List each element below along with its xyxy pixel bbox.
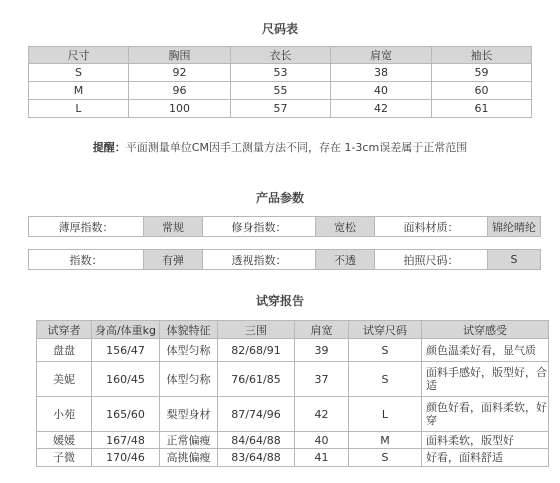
- cell: 美妮: [37, 362, 92, 397]
- cell: M: [349, 432, 422, 449]
- param-label: 薄厚指数：: [29, 217, 144, 237]
- cell: 梨型身材: [160, 397, 218, 432]
- cell: 170/46: [92, 449, 160, 467]
- cell: 84/64/88: [218, 432, 295, 449]
- param-value: 常规: [144, 217, 203, 237]
- header-feedback: 试穿感受: [422, 321, 549, 339]
- cell: 39: [295, 339, 349, 362]
- cell: 53: [231, 64, 331, 82]
- cell: S: [29, 64, 129, 82]
- cell: L: [29, 100, 129, 118]
- table-row: [37, 432, 549, 449]
- param-value: S: [488, 250, 541, 270]
- size-chart-title: 尺码表: [261, 22, 298, 36]
- cell: 165/60: [92, 397, 160, 432]
- cell: M: [29, 82, 129, 100]
- cell: 42: [331, 100, 432, 118]
- table-row: [29, 217, 541, 237]
- header-trial-size: 试穿尺码: [349, 321, 422, 339]
- params-row-2: [28, 249, 541, 270]
- cell: 61: [432, 100, 532, 118]
- param-label: 面料材质：: [375, 217, 488, 237]
- header-length: 衣长: [231, 47, 331, 64]
- feedback-cell: 好看，面料舒适: [422, 449, 549, 467]
- header-body-type: 体貌特征: [160, 321, 218, 339]
- header-tester: 试穿者: [37, 321, 92, 339]
- cell: 156/47: [92, 339, 160, 362]
- cell: 92: [129, 64, 231, 82]
- table-row: [37, 339, 549, 362]
- param-value: 锦纶晴纶: [488, 217, 541, 237]
- cell: 小苑: [37, 397, 92, 432]
- cell: S: [349, 362, 422, 397]
- header-shoulder: 肩宽: [295, 321, 349, 339]
- cell: 96: [129, 82, 231, 100]
- cell: 40: [331, 82, 432, 100]
- cell: S: [349, 339, 422, 362]
- cell: 盘盘: [37, 339, 92, 362]
- size-table: [28, 46, 532, 118]
- header-sleeve: 袖长: [432, 47, 532, 64]
- cell: 160/45: [92, 362, 160, 397]
- table-row: [37, 397, 549, 432]
- feedback-cell: 面料柔软，版型好: [422, 432, 549, 449]
- params-title: 产品参数: [255, 191, 304, 205]
- cell: 38: [331, 64, 432, 82]
- table-row: [37, 362, 549, 397]
- note-label: 提醒：: [92, 141, 126, 154]
- param-label: 指数：: [29, 250, 144, 270]
- cell: 体型匀称: [160, 339, 218, 362]
- cell: 82/68/91: [218, 339, 295, 362]
- cell: 57: [231, 100, 331, 118]
- table-row: [29, 100, 532, 118]
- trial-table-header: [37, 321, 549, 339]
- params-row-1: [28, 216, 541, 237]
- cell: 87/74/96: [218, 397, 295, 432]
- feedback-cell: 面料手感好，版型好，合适: [422, 362, 549, 397]
- header-measurements: 三围: [218, 321, 295, 339]
- header-height-weight: 身高/体重kg: [92, 321, 160, 339]
- param-label: 拍照尺码：: [375, 250, 488, 270]
- header-bust: 胸围: [129, 47, 231, 64]
- cell: 子微: [37, 449, 92, 467]
- cell: 媛媛: [37, 432, 92, 449]
- cell: 正常偏瘦: [160, 432, 218, 449]
- feedback-cell: 颜色温柔好看，显气质: [422, 339, 549, 362]
- table-row: [29, 64, 532, 82]
- measurement-note: [0, 139, 560, 155]
- cell: 37: [295, 362, 349, 397]
- cell: 167/48: [92, 432, 160, 449]
- cell: 高挑偏瘦: [160, 449, 218, 467]
- trial-report-title: 试穿报告: [255, 294, 304, 308]
- param-value: 宽松: [316, 217, 375, 237]
- cell: L: [349, 397, 422, 432]
- table-row: [37, 449, 549, 467]
- cell: 41: [295, 449, 349, 467]
- feedback-cell: 颜色好看，面料柔软，好穿: [422, 397, 549, 432]
- table-row: [29, 250, 541, 270]
- cell: 100: [129, 100, 231, 118]
- cell: 42: [295, 397, 349, 432]
- param-label: 透视指数：: [203, 250, 316, 270]
- header-shoulder: 肩宽: [331, 47, 432, 64]
- table-row: [29, 82, 532, 100]
- cell: 40: [295, 432, 349, 449]
- header-size: 尺寸: [29, 47, 129, 64]
- cell: 体型匀称: [160, 362, 218, 397]
- cell: 60: [432, 82, 532, 100]
- cell: 83/64/88: [218, 449, 295, 467]
- cell: S: [349, 449, 422, 467]
- size-table-header: [29, 47, 532, 64]
- cell: 59: [432, 64, 532, 82]
- note-text: 平面测量单位CM因手工测量方法不同，存在 1-3cm误差属于正常范围: [125, 141, 468, 154]
- param-value: 不透: [316, 250, 375, 270]
- param-value: 有弹: [144, 250, 203, 270]
- param-label: 修身指数：: [203, 217, 316, 237]
- trial-report-table: [36, 320, 549, 467]
- cell: 55: [231, 82, 331, 100]
- cell: 76/61/85: [218, 362, 295, 397]
